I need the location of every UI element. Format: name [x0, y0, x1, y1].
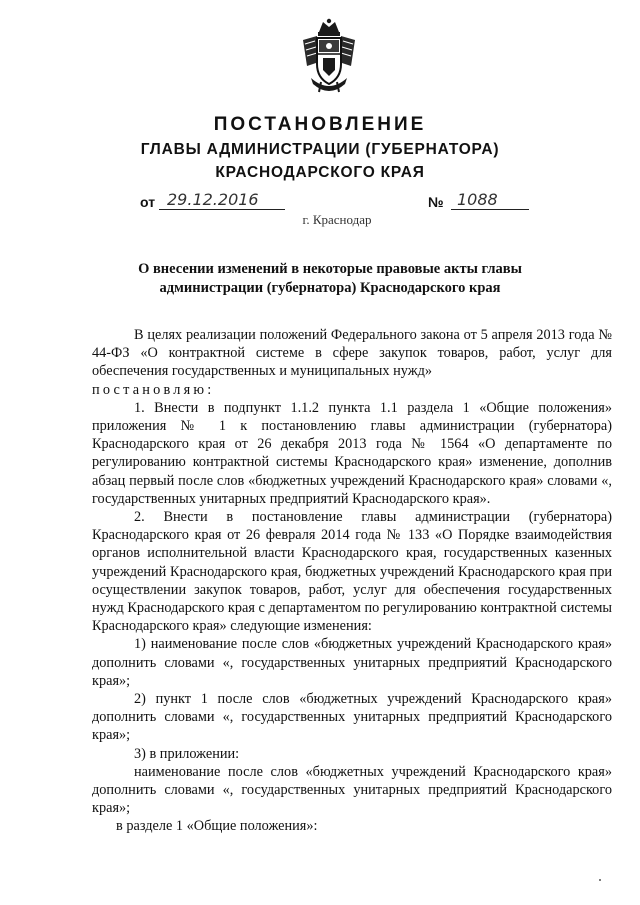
- number-value: 1088: [451, 190, 529, 210]
- clause-2-item-3-b: в разделе 1 «Общие положения»:: [116, 818, 318, 835]
- clause-2-item-3: 3) в приложении:: [134, 745, 240, 762]
- number-label: №: [428, 194, 444, 210]
- clause-2-item-1: 1) наименование после слов «бюджетных учреждений Краснодарского края» дополнить словами «, государственных унитарных предприятий Краснодарского края»;: [92, 636, 612, 689]
- clause-2: 2. Внести в постановление главы администрации (губернатора) Краснодарского края от 26 февраля 2014 года № 133 «О Порядке взаимодействия органов исполнительной власти Краснодарского края, государственных казенных учреждений Краснодарского края, бюджетных учреждений Краснодарского края при осуществлении закупок товаров, работ, услуг для обеспечения государственных нужд Краснодарского края с департаментом по регулированию контрактной системы Краснодарского края» следующие изменения:: [92, 509, 612, 635]
- doc-type-heading: ПОСТАНОВЛЕНИЕ: [213, 114, 427, 135]
- document-title: О внесении изменений в некоторые правовые акты главы администрации (губернатора) Краснодарского края: [138, 261, 522, 296]
- decree-word: постановляю:: [92, 381, 215, 398]
- city-name: г. Краснодар: [302, 212, 372, 227]
- issuer-heading: ГЛАВЫ АДМИНИСТРАЦИИ (ГУБЕРНАТОРА): [140, 141, 500, 158]
- krasnodar-coat-of-arms-icon: [299, 18, 359, 96]
- date-label: от: [140, 194, 156, 210]
- clause-2-item-2: 2) пункт 1 после слов «бюджетных учреждений Краснодарского края» дополнить словами «, государственных унитарных предприятий Краснодарского края»;: [92, 691, 612, 744]
- scan-speck: [599, 879, 601, 881]
- clause-1: 1. Внести в подпункт 1.1.2 пункта 1.1 раздела 1 «Общие положения» приложения № 1 к постановлению главы администрации (губернатора) Краснодарского края от 26 декабря 2013 года № 1564 «О департаменте по регулированию контрактной системы Краснодарского края» изменение, дополнив абзац первый после слов «бюджетных учреждений Краснодарского края» словами «, государственных унитарных предприятий Краснодарского края».: [92, 399, 612, 507]
- clause-2-item-3-a: наименование после слов «бюджетных учреждений Краснодарского края» дополнить словами «, государственных унитарных предприятий Краснодарского края»;: [92, 763, 612, 817]
- intro-paragraph: В целях реализации положений Федерального закона от 5 апреля 2013 года № 44-ФЗ «О контрактной системе в сфере закупок товаров, работ, услуг для обеспечения государственных и муниципальных нужд»: [92, 327, 612, 380]
- date-value: 29.12.2016: [159, 190, 285, 210]
- document-body: [92, 326, 612, 836]
- region-heading: КРАСНОДАРСКОГО КРАЯ: [215, 164, 425, 181]
